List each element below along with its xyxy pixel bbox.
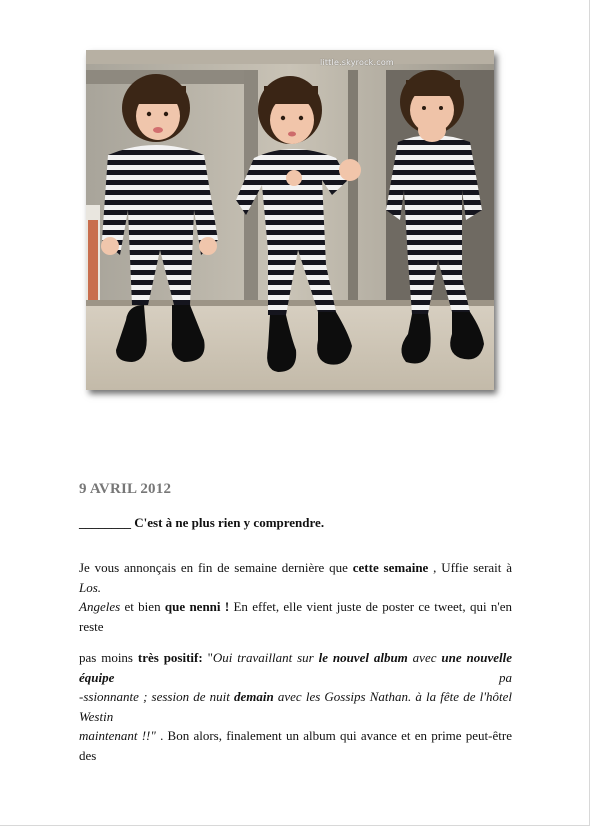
p2-line-2	[79, 687, 512, 726]
photo-illustration	[86, 50, 494, 390]
p2-text-2: "	[202, 650, 213, 665]
article-photo	[86, 50, 494, 390]
p2-italic-2: avec	[407, 650, 442, 665]
p2-bold-italic-2: une nouvelle équipe	[79, 650, 512, 685]
paragraph-2	[79, 648, 512, 765]
p1-bold-2: que nenni !	[164, 599, 230, 614]
p1-text-1: Je vous annonçais en fin de semaine dernière que	[79, 560, 353, 575]
p2-italic-5: avec les Gossips Nathan. à la fête de l'hôtel Westin	[79, 689, 512, 724]
p2-italic-3: pa	[114, 669, 512, 685]
p2-italic-4: -ssionnante ; session de nuit	[79, 689, 235, 704]
p2-italic-1: Oui travaillant sur	[212, 650, 319, 665]
p2-italic-6: maintenant !!"	[79, 728, 156, 743]
p1-italic-2: Angeles	[79, 599, 121, 614]
p2-line-1	[79, 648, 512, 687]
p1-line-1	[79, 558, 512, 597]
p1-italic-1: Los.	[79, 579, 102, 595]
post-date: 9 AVRIL 2012	[79, 481, 172, 497]
post-headline	[79, 515, 324, 531]
p1-line-2	[79, 597, 512, 636]
p2-text-1: pas moins	[79, 650, 138, 665]
p2-bold-1: très positif:	[137, 650, 203, 665]
photo-watermark: little.skyrock.com	[320, 58, 394, 67]
p2-text-3: . Bon alors, finalement un album qui avance et en prime peut-être des	[79, 728, 512, 763]
headline-text: C'est à ne plus rien y comprendre.	[134, 515, 325, 530]
p2-line-3	[79, 726, 512, 765]
p1-text-3: et bien	[120, 599, 165, 614]
p1-bold-1: cette semaine	[352, 560, 429, 575]
headline-underline-prefix: ________	[79, 515, 131, 530]
p2-bold-italic-1: le nouvel album	[318, 650, 408, 665]
p1-text-2: , Uffie serait à	[428, 560, 513, 575]
p1-text-4: En effet, elle vient juste de poster ce tweet, qui n'en reste	[79, 599, 512, 634]
p2-bold-italic-3: demain	[234, 689, 274, 704]
paragraph-1	[79, 558, 512, 636]
